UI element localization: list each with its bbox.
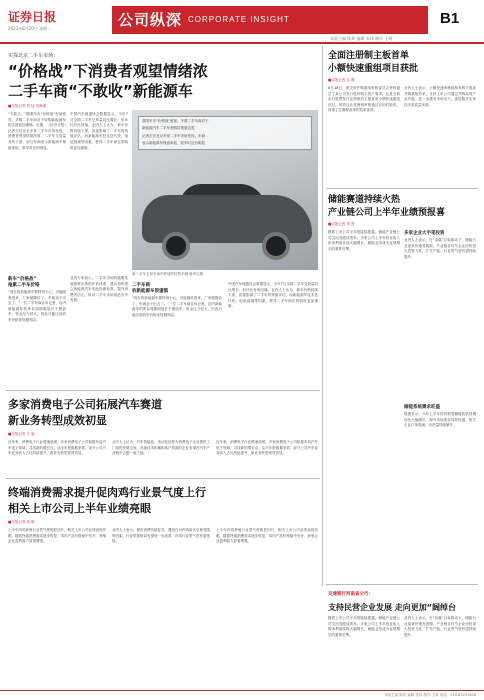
- section-divider: [326, 584, 478, 585]
- right-story2-byline: ■本报记者 李 婷: [328, 222, 355, 226]
- lead-paragraph: “不敢买，”随着车市“价格战”愈演愈烈，多数二手车商对于收购新能源车的态度更加谨慎。近期，《证券日报》记者走访北京多家二手车市场发现，消费者观望情绪浓厚，二手车交易量有所下滑，部分车商表示新能源车保值率低，收车时压价明显。: [8, 112, 66, 150]
- section-divider: [6, 390, 320, 391]
- lead-kicker: 实探北京二手车市场：: [8, 53, 59, 59]
- lead-paragraph: 业内专家表示，二手车市场的健康发展需要完善的评估体系，建议加快建立新能源汽车电池检测标准，提升消费者信心，推动二手车市场规范有序发展。: [70, 276, 128, 303]
- right-story1-paragraph: 8月18日，深交所并购重组审核委员会审核通过了某公司发行股份购买资产事项，这是全面实行股票发行注册制后主板首单小额快速重组项目。该项目从受理到审核通过仅用时较短，体现了注册制改革的效率优势。: [328, 86, 400, 113]
- right-story1-paragraph: 业内人士表示，小额快速审核机制有利于提高并购重组效率，支持上市公司通过并购实现产业升级，进一步激发市场活力，更好服务实体经济高质量发展。: [404, 86, 476, 107]
- editor-note: 本版主编 陈炜 编辑 张伟 制作 王晓: [330, 36, 393, 41]
- right-story2-paragraph: 随着上市公司半年报陆续披露，储能产业链公司交出亮眼成绩单。多家公司上半年营业收入和净利润实现大幅增长，储能业务成为业绩增长的重要引擎。: [328, 230, 400, 251]
- page-number: B1: [440, 10, 460, 27]
- bottom-story-headline-2: 相关上市公司上半年业绩亮眼: [8, 502, 151, 515]
- photo-caption: 某二手车交易市场内停放的待售车辆 新华社图: [132, 272, 204, 276]
- lead-paragraph: “现在收新能源车要特别小心，可能刚收进来，厂家就降价了，车就卖不出去了。”一位二手车商告诉记者，店内新能源车的库存周期明显长于燃油车，资金压力较大，因此只能压低收车价格来规避风险。: [8, 290, 66, 322]
- right-story2-subhead: 储能系统需求旺盛: [404, 405, 440, 410]
- bottom-story-paragraph: 业内人士表示，餐饮消费持续复苏，叠加白羽肉鸡祖代引种受限等因素，行业供需格局有望进一步改善，肉鸡行业景气度有望延续。: [112, 528, 210, 544]
- lead-byline: ■本报记者 刘 钊 肖海瑞: [8, 104, 47, 108]
- footer-text: 本版主编 陈炜 编辑 张伟 制作 王晓 电话：010-83251808: [384, 693, 476, 697]
- section-title-en: CORPORATE INSIGHT: [188, 15, 290, 24]
- photo-banner-text: 新能源汽车二手车收购持观望态度: [142, 126, 195, 130]
- section-divider: [326, 188, 478, 189]
- right-story2-headline-1: 储能赛道持续火热: [328, 195, 401, 205]
- masthead-logo: 证券日报: [8, 10, 57, 24]
- car-wheel: [262, 232, 290, 260]
- news-bar-label: 交通银行河南省分行：: [328, 592, 373, 597]
- lead-subhead: 二手车商: [132, 283, 150, 288]
- lead-subhead: 拖累二手车价格: [8, 283, 40, 288]
- mid-story-headline-2: 新业务转型成效初显: [8, 414, 107, 427]
- page-footer: [0, 690, 484, 700]
- photo-banner-text: 我国车市“价格战”愈演，多数二手车商对于: [142, 119, 209, 123]
- news-bar-paragraph: 随着上市公司半年报陆续披露，储能产业链公司交出亮眼成绩单。多家公司上半年营业收入和净利润实现大幅增长，储能业务成为业绩增长的重要引擎。: [328, 616, 400, 637]
- bottom-story-headline-1: 终端消费需求提升促肉鸡行业景气度上行: [8, 486, 206, 499]
- mid-story-paragraph: 近年来，消费电子行业增速放缓，多家消费电子公司积极布局汽车电子领域，寻找新的增长点。从半年报数据来看，部分公司汽车业务收入占比持续提升，新业务转型成效初显。: [8, 440, 106, 456]
- bottom-story-paragraph: 上半年肉鸡养殖行业景气度明显回升，相关上市公司业绩表现亮眼。随着终端消费需求逐步恢复，鸡肉产品价格稳中有升，养殖企业盈利能力显著增强。: [8, 528, 106, 544]
- right-story1-byline: ■本报记者 吴 珊: [328, 78, 355, 82]
- mid-story-paragraph: 近年来，消费电子行业增速放缓，多家消费电子公司积极布局汽车电子领域，寻找新的增长点。从半年报数据来看，部分公司汽车业务收入占比持续提升，新业务转型成效初显。: [216, 440, 318, 456]
- lead-paragraph: “现在收新能源车要特别小心，可能刚收进来，厂家就降价了，车就卖不出去了。”一位二手车商告诉记者，店内新能源车的库存周期明显长于燃油车，资金压力较大，因此只能压低收车价格来规避风险。: [132, 296, 222, 317]
- photo-banner-text: 记者走访北京多家二手车市场发现，车商: [142, 134, 205, 138]
- page-header: [0, 0, 484, 44]
- right-story2-headline-2: 产业链公司上半年业绩预报喜: [328, 208, 446, 218]
- mid-story-byline: ■本报记者 王 丽: [8, 432, 35, 436]
- lead-subhead: 新车“价格战”: [8, 277, 37, 282]
- photo-banner-text: 表示新能源车保值率低，收车时压价明显: [142, 141, 205, 145]
- section-title: 公司纵深: [118, 11, 183, 29]
- bottom-story-byline: ■本报记者 张 晓: [8, 520, 35, 524]
- news-bar-headline: 支持民营企业发展 走向更加“阔绰台: [328, 603, 457, 612]
- right-story2-subhead: 多家企业大手笔投资: [404, 231, 445, 236]
- lead-paragraph: 中国汽车流通协会数据显示，今年7月全国二手车交易量同比增长，但环比有所回落。业内人士认为，新车价格持续下探，直接影响了二手车的残值评估，而新能源车技术迭代快、电池衰减等因素，使得二手车商在收购时更加谨慎。: [228, 282, 318, 309]
- car-photo: [132, 110, 318, 270]
- car-wheel: [162, 232, 190, 260]
- right-story2-paragraph: 业内人士表示，在“双碳”目标推动下，储能行业迎来快速发展期，产业链各环节企业纷纷加大投资力度，扩充产能，行业景气度有望持续提升。: [404, 238, 476, 259]
- lead-headline-2: 二手车商“不敢收”新能源车: [8, 82, 193, 100]
- news-bar-paragraph: 业内人士表示，在“双碳”目标推动下，储能行业迎来快速发展期，产业链各环节企业纷纷加大投资力度，扩充产能，行业景气度有望持续提升。: [404, 616, 476, 637]
- mid-story-headline-1: 多家消费电子公司拓展汽车赛道: [8, 398, 162, 411]
- right-story1-headline-1: 全面注册制主板首单: [328, 51, 410, 61]
- lead-subhead: 收新能源车很谨慎: [132, 289, 168, 294]
- section-divider: [6, 478, 320, 479]
- column-divider: [322, 46, 323, 586]
- mid-story-paragraph: 业内人士认为，汽车智能化、电动化趋势为消费电子企业提供了广阔的发展空间，具备技术积累和客户资源的企业有望在汽车产业链中占据一席之地。: [112, 440, 210, 456]
- bottom-story-paragraph: 上半年肉鸡养殖行业景气度明显回升，相关上市公司业绩表现亮眼。随着终端消费需求逐步恢复，鸡肉产品价格稳中有升，养殖企业盈利能力显著增强。: [216, 528, 318, 544]
- issue-date: 2023年8月20日 星期一: [8, 26, 52, 31]
- lead-paragraph: 中国汽车流通协会数据显示，今年7月全国二手车交易量同比增长，但环比有所回落。业内人士认为，新车价格持续下探，直接影响了二手车的残值评估，而新能源车技术迭代快、电池衰减等因素，使得二手车商在收购时更加谨慎。: [70, 112, 128, 150]
- right-story1-headline-2: 小额快速重组项目获批: [328, 64, 419, 74]
- lead-headline-1: “价格战”下消费者观望情绪浓: [8, 62, 208, 80]
- news-bar: [328, 588, 476, 602]
- right-story2-paragraph: 数据显示，今年上半年国内新型储能装机规模同比大幅增长，海外市场需求同样旺盛，相关企业订单饱满，出货量持续攀升。: [404, 412, 476, 428]
